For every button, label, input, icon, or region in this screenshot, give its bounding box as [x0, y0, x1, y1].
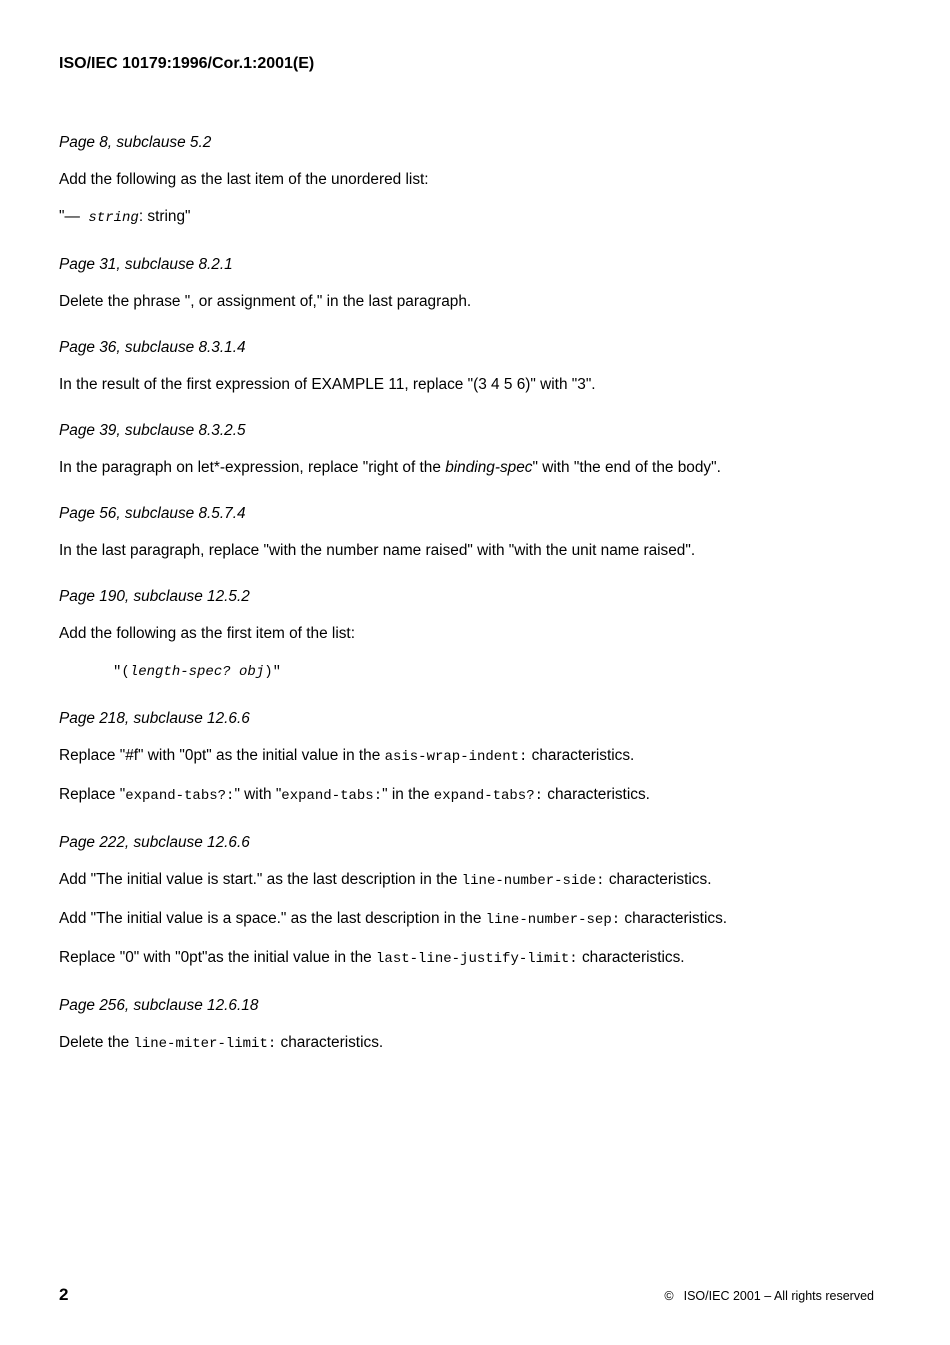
list-item-addition: [59, 207, 889, 228]
copyright-symbol: ©: [664, 1289, 674, 1303]
code-term: last-line-justify-limit:: [376, 951, 578, 967]
paragraph: [59, 746, 889, 767]
section-location: Page 8, subclause 5.2: [59, 134, 212, 151]
text-run: " in the: [382, 786, 434, 803]
corrigendum-body: [59, 133, 889, 1054]
text-run: " with ": [234, 786, 282, 803]
text-run: : string": [138, 208, 191, 225]
paragraph: [59, 909, 889, 930]
code-example: [59, 661, 889, 682]
paragraph: [59, 785, 889, 806]
section-location: Page 36, subclause 8.3.1.4: [59, 339, 246, 356]
section-location: Page 256, subclause 12.6.18: [59, 997, 259, 1014]
code-term: expand-tabs?:: [433, 788, 544, 804]
code-term: expand-tabs?:: [125, 788, 235, 804]
section-location: Page 190, subclause 12.5.2: [59, 588, 250, 605]
text-run: " with "the end of the body".: [532, 459, 721, 476]
text-run: "—: [59, 208, 89, 225]
section-location: Page 39, subclause 8.3.2.5: [59, 422, 246, 439]
text-run: Replace "0" with "0pt"as the initial value in the: [59, 949, 377, 966]
paragraph: Add the following as the last item of the unordered list:: [59, 171, 429, 188]
code-term: line-number-side:: [461, 873, 605, 889]
code-term: line-number-sep:: [485, 912, 621, 928]
text-run: characteristics.: [577, 949, 685, 966]
code-term: length-spec? obj: [129, 664, 265, 680]
text-run: characteristics.: [276, 1034, 384, 1051]
text-run: characteristics.: [604, 871, 712, 888]
code-term: line-miter-limit:: [133, 1036, 277, 1052]
copyright-text: ISO/IEC 2001 – All rights reserved: [683, 1289, 874, 1303]
text-run: Add "The initial value is a space." as the last description in the: [59, 910, 486, 927]
paragraph: [59, 948, 889, 969]
text-run: Replace "#f" with "0pt" as the initial value in the: [59, 747, 385, 764]
section-location: Page 56, subclause 8.5.7.4: [59, 505, 246, 522]
paragraph: [59, 870, 889, 891]
page-number: 2: [59, 1285, 69, 1304]
quote-close: )": [264, 664, 282, 680]
section-location: Page 222, subclause 12.6.6: [59, 834, 250, 851]
text-run: characteristics.: [543, 786, 650, 803]
text-run: In the paragraph on let*-expression, replace "right of the: [59, 459, 446, 476]
text-run: Delete the: [59, 1034, 134, 1051]
code-term: asis-wrap-indent:: [384, 749, 528, 765]
emphasis-term: binding-spec: [445, 459, 533, 476]
text-run: characteristics.: [620, 910, 728, 927]
code-term: string: [88, 210, 139, 226]
text-run: characteristics.: [527, 747, 635, 764]
section-location: Page 218, subclause 12.6.6: [59, 710, 250, 727]
paragraph: [59, 458, 889, 477]
paragraph: In the last paragraph, replace "with the number name raised" with "with the unit name raised".: [59, 542, 696, 559]
code-term: expand-tabs:: [281, 788, 383, 804]
copyright-notice: [664, 1289, 874, 1303]
document-id-header: ISO/IEC 10179:1996/Cor.1:2001(E): [59, 55, 315, 72]
paragraph: In the result of the first expression of EXAMPLE 11, replace "(3 4 5 6)" with "3".: [59, 376, 596, 393]
text-run: Replace ": [59, 786, 126, 803]
paragraph: Delete the phrase ", or assignment of," in the last paragraph.: [59, 293, 472, 310]
paragraph: Add the following as the first item of the list:: [59, 625, 355, 642]
paragraph: [59, 1033, 889, 1054]
section-location: Page 31, subclause 8.2.1: [59, 256, 233, 273]
quote-open: "(: [113, 664, 130, 680]
text-run: Add "The initial value is start." as the last description in the: [59, 871, 462, 888]
